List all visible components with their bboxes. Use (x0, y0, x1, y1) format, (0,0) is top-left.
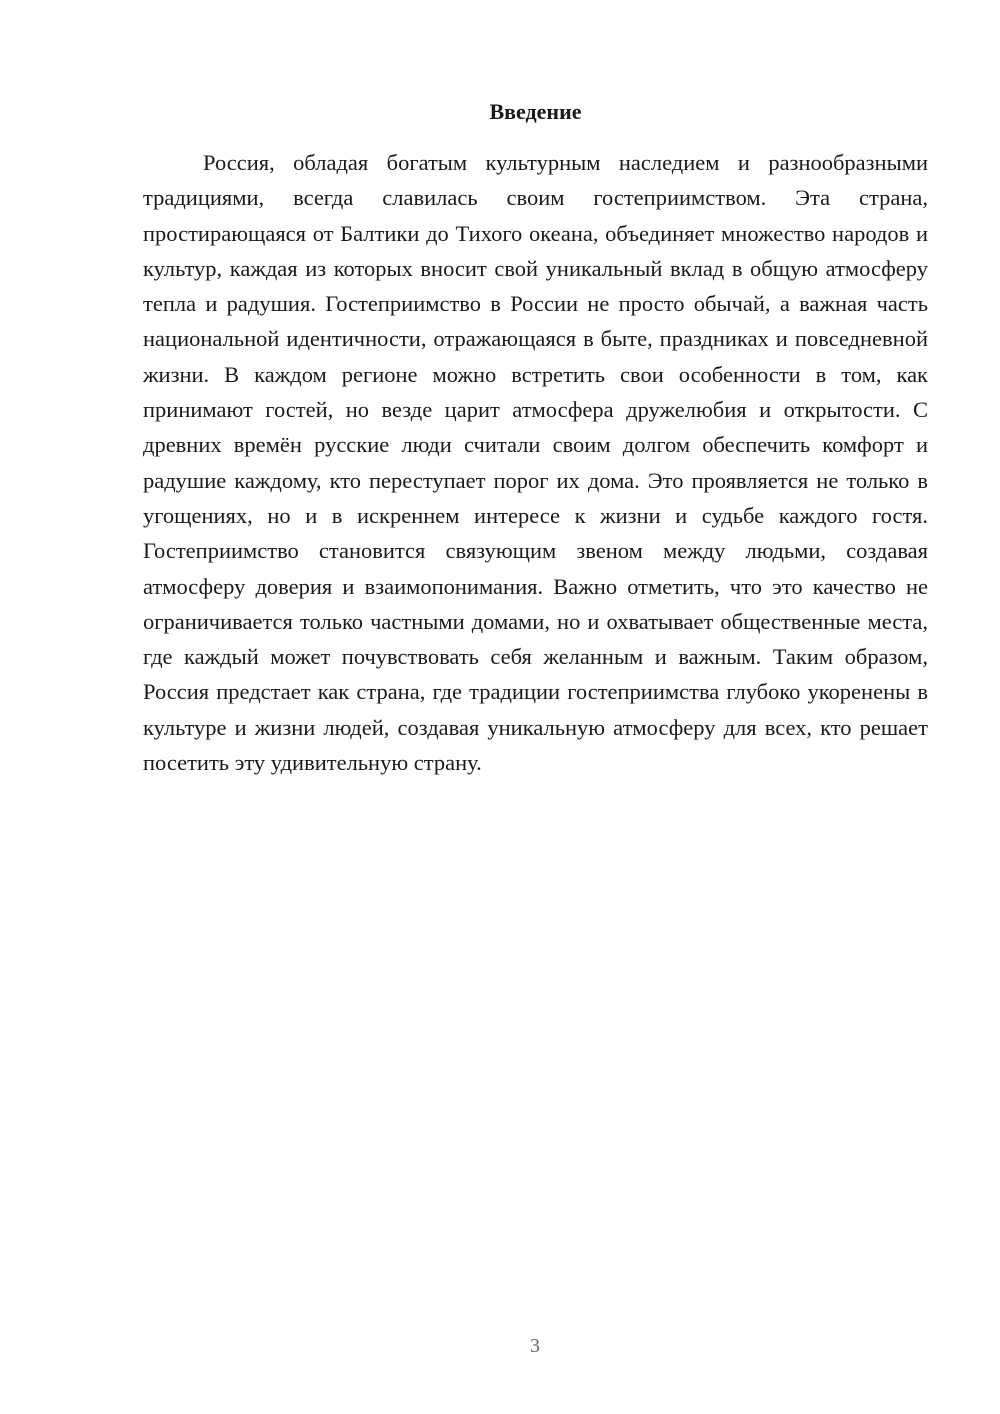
section-heading: Введение (489, 99, 582, 124)
page-number: 3 (530, 1335, 540, 1357)
body-paragraph: Россия, обладая богатым культурным наследием и разнообразными традициями, всегда славилась своим гостеприимством. Эта страна, простирающаяся от Балтики до Тихого океана, объединяет множество народов и культур, каждая из которых вносит свой уникальный вклад в общую атмосферу тепла и радушия. Гостеприимство в России не просто обычай, а важная часть национальной идентичности, отражающаяся в быте, праздниках и повседневной жизни. В каждом регионе можно встретить свои особенности в том, как принимают гостей, но везде царит атмосфера дружелюбия и открытости. С древних времён русские люди считали своим долгом обеспечить комфорт и радушие каждому, кто переступает порог их дома. Это проявляется не только в угощениях, но и в искреннем интересе к жизни и судьбе каждого гостя. Гостеприимство становится связующим звеном между людьми, создавая атмосферу доверия и взаимопонимания. Важно отметить, что это качество не ограничивается только частными домами, но и охватывает общественные места, где каждый может почувствовать себя желанным и важным. Таким образом, Россия предстает как страна, где традиции гостеприимства глубоко укоренены в культуре и жизни людей, создавая уникальную атмосферу для всех, кто решает посетить эту удивительную страну. (143, 150, 928, 776)
